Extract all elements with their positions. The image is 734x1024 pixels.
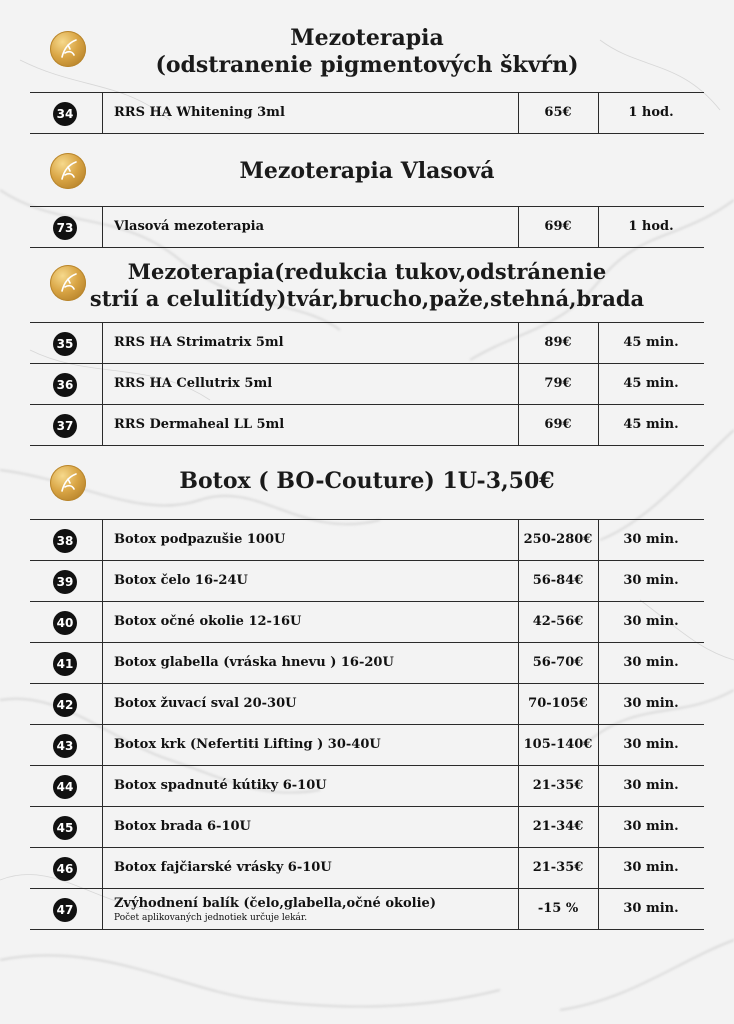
item-duration: 1 hod. (628, 105, 674, 120)
item-number-badge: 37 (53, 414, 77, 438)
item-duration: 30 min. (623, 573, 679, 588)
item-duration: 30 min. (623, 860, 679, 875)
item-price: 21-34€ (532, 819, 584, 834)
item-name: Botox spadnuté kútiky 6-10U (114, 778, 327, 793)
item-duration: 1 hod. (628, 219, 674, 234)
table-row (30, 405, 704, 446)
item-price: 70-105€ (528, 696, 588, 711)
item-name: Botox žuvací sval 20-30U (114, 696, 297, 711)
item-price: 56-70€ (532, 655, 584, 670)
table-row (30, 848, 704, 889)
item-number-badge: 39 (53, 570, 77, 594)
table-row (30, 807, 704, 848)
item-name: RRS HA Strimatrix 5ml (114, 335, 284, 350)
title-line-1: Mezoterapia (290, 25, 444, 51)
item-name: Botox brada 6-10U (114, 819, 251, 834)
table-row (30, 364, 704, 405)
title-line-1: Mezoterapia Vlasová (239, 158, 495, 184)
item-duration: 30 min. (623, 819, 679, 834)
title-line-2: strií a celulitídy)tvár,brucho,paže,stehná,brada (89, 286, 645, 311)
item-price: 79€ (544, 376, 572, 391)
table-row (30, 684, 704, 725)
item-duration: 45 min. (623, 376, 679, 391)
title-line-1: Mezoterapia(redukcia tukov,odstránenie (127, 259, 607, 284)
table-row (30, 766, 704, 807)
item-number-badge: 42 (53, 693, 77, 717)
table-row (30, 93, 704, 134)
item-number-badge: 40 (53, 611, 77, 635)
item-price: 89€ (544, 335, 572, 350)
item-price: 69€ (544, 219, 572, 234)
item-duration: 30 min. (623, 696, 679, 711)
item-price: 42-56€ (532, 614, 584, 629)
price-table (30, 519, 704, 930)
table-row (30, 643, 704, 684)
item-price: 21-35€ (532, 860, 584, 875)
item-number-badge: 38 (53, 529, 77, 553)
table-row (30, 725, 704, 766)
item-duration: 30 min. (623, 901, 679, 916)
item-duration: 30 min. (623, 614, 679, 629)
item-name (114, 896, 436, 936)
item-number-badge: 47 (53, 898, 77, 922)
item-name-text: Zvýhodnení balík (čelo,glabella,očné okolie) (114, 896, 436, 911)
title-line-1: Botox ( BO-Couture) 1U-3,50€ (179, 468, 555, 494)
item-name: Vlasová mezoterapia (114, 219, 265, 234)
item-number-badge: 44 (53, 775, 77, 799)
item-price: 105-140€ (523, 737, 593, 752)
item-number-badge: 43 (53, 734, 77, 758)
table-row (30, 207, 704, 248)
item-price: -15 % (537, 901, 579, 916)
item-name: Botox krk (Nefertiti Lifting ) 30-40U (114, 737, 381, 752)
item-number-badge: 46 (53, 857, 77, 881)
item-number-badge: 73 (53, 216, 77, 240)
price-table (30, 206, 704, 248)
item-number-badge: 34 (53, 102, 77, 126)
table-row (30, 602, 704, 643)
item-number-badge: 36 (53, 373, 77, 397)
section-title (0, 25, 734, 79)
item-note: Počet aplikovaných jednotiek určuje lekár. (114, 913, 308, 923)
item-name: Botox čelo 16-24U (114, 573, 248, 588)
table-row (30, 323, 704, 364)
item-duration: 45 min. (623, 335, 679, 350)
section-title (0, 468, 734, 495)
table-row (30, 561, 704, 602)
item-number-badge: 35 (53, 332, 77, 356)
item-name: Botox glabella (vráska hnevu ) 16-20U (114, 655, 394, 670)
item-duration: 30 min. (623, 737, 679, 752)
item-duration: 45 min. (623, 417, 679, 432)
item-name: RRS Dermaheal LL 5ml (114, 417, 285, 432)
item-name: RRS HA Cellutrix 5ml (114, 376, 273, 391)
item-duration: 30 min. (623, 655, 679, 670)
section-title (0, 258, 734, 312)
item-price: 56-84€ (532, 573, 584, 588)
price-table (30, 322, 704, 446)
item-number-badge: 45 (53, 816, 77, 840)
item-price: 250-280€ (523, 532, 593, 547)
item-name: Botox fajčiarské vrásky 6-10U (114, 860, 332, 875)
item-number-badge: 41 (53, 652, 77, 676)
item-name: Botox očné okolie 12-16U (114, 614, 302, 629)
price-table (30, 92, 704, 134)
table-row (30, 889, 704, 930)
item-duration: 30 min. (623, 532, 679, 547)
item-name: RRS HA Whitening 3ml (114, 105, 285, 120)
item-price: 21-35€ (532, 778, 584, 793)
item-name: Botox podpazušie 100U (114, 532, 286, 547)
section-title (0, 158, 734, 185)
title-line-2: (odstranenie pigmentových škvŕn) (155, 52, 579, 78)
item-price: 69€ (544, 417, 572, 432)
item-duration: 30 min. (623, 778, 679, 793)
item-price: 65€ (544, 105, 572, 120)
table-row (30, 520, 704, 561)
